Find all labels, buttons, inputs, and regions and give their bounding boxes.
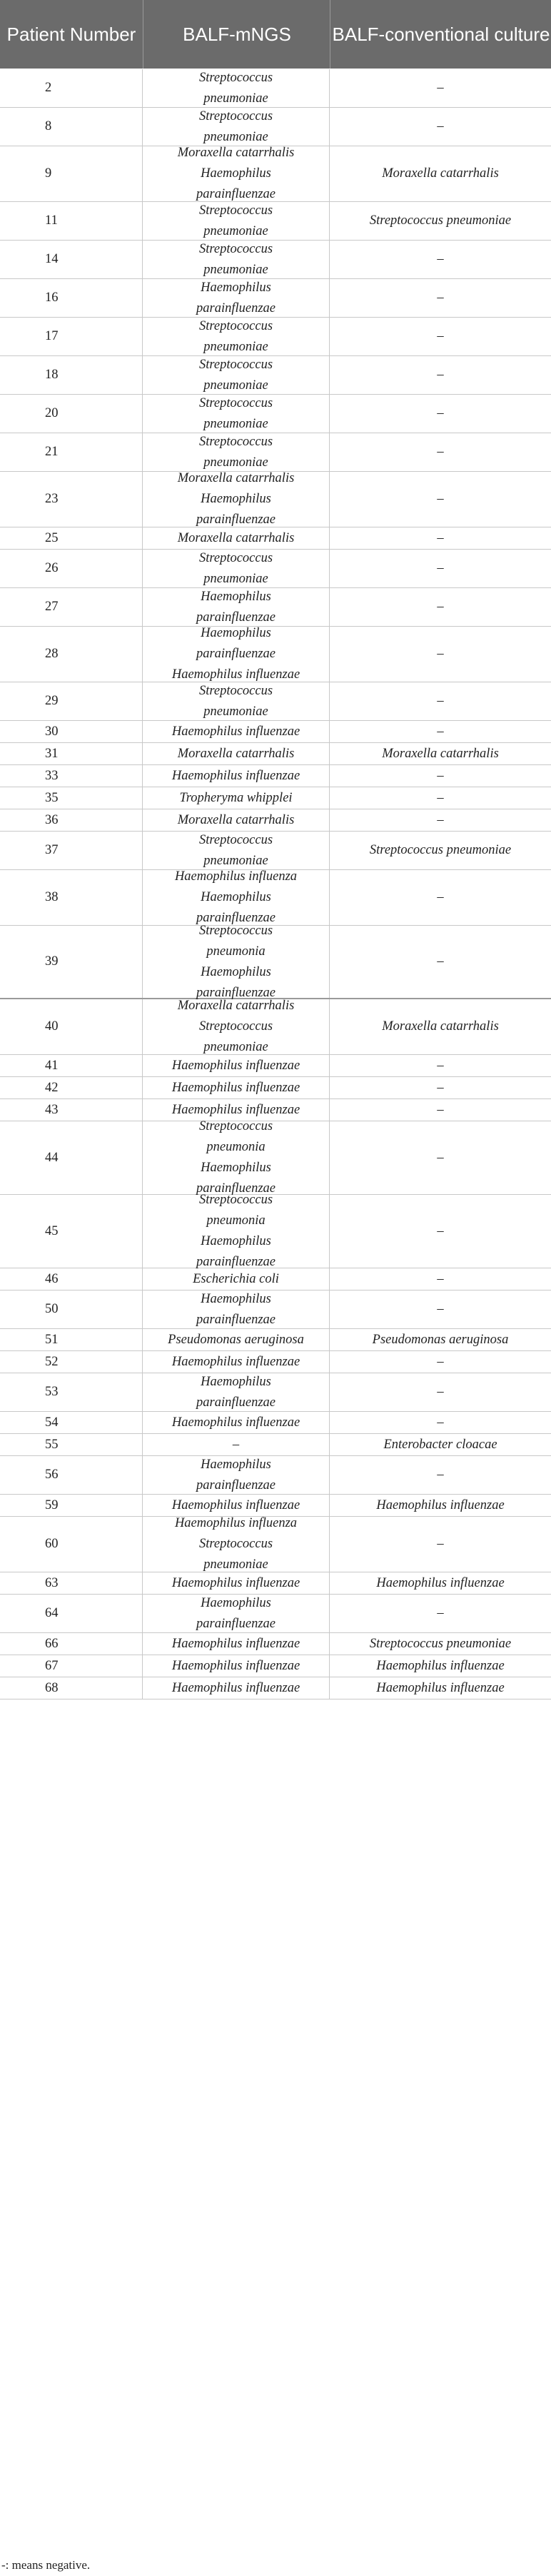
culture-result-cell: – — [437, 492, 444, 506]
mngs-result-cell: Haemophilus parainfluenzae Haemophilus influenzae — [143, 627, 330, 682]
table-row — [0, 318, 551, 356]
table-row — [0, 1055, 551, 1077]
culture-result-cell: – — [437, 530, 444, 545]
table-row — [0, 627, 551, 682]
culture-result-cell: Streptococcus pneumoniae — [369, 843, 512, 857]
culture-result-cell: – — [437, 600, 444, 614]
table-row — [0, 743, 551, 765]
mngs-result-cell: Haemophilus influenzae — [143, 1077, 330, 1098]
header-balf-culture: BALF-conventional culture — [330, 0, 551, 69]
table-row — [0, 870, 551, 926]
patient-number-cell: 26 — [0, 550, 143, 587]
table-row — [0, 1633, 551, 1655]
culture-result-cell: Haemophilus influenzae — [376, 1575, 505, 1590]
patient-number-cell: 63 — [0, 1572, 143, 1594]
table-row — [0, 1517, 551, 1572]
table-row — [0, 1351, 551, 1373]
table-row — [0, 108, 551, 146]
culture-result-cell: Haemophilus influenzae — [376, 1680, 505, 1695]
mngs-result-cell: Haemophilus parainfluenzae — [143, 1456, 330, 1494]
patient-number-cell: 8 — [0, 108, 143, 146]
culture-result-cell: – — [437, 768, 444, 783]
culture-result-cell: Haemophilus influenzae — [376, 1497, 505, 1512]
table-row — [0, 433, 551, 472]
patient-number-cell: 44 — [0, 1121, 143, 1194]
patient-number-cell: 53 — [0, 1373, 143, 1411]
mngs-result-cell: Haemophilus influenzae — [143, 1655, 330, 1677]
footnote: -: means negative. — [1, 2558, 91, 2572]
table-row — [0, 1655, 551, 1677]
table-row — [0, 1434, 551, 1456]
patient-number-cell: 56 — [0, 1456, 143, 1494]
table-row — [0, 1099, 551, 1121]
culture-result-cell: – — [437, 81, 444, 95]
table-row — [0, 550, 551, 588]
culture-result-cell: – — [437, 1468, 444, 1482]
header-patient-number: Patient Number — [6, 24, 136, 45]
patient-number-cell: 37 — [0, 832, 143, 869]
patient-number-cell: 16 — [0, 279, 143, 317]
mngs-result-cell: Moraxella catarrhalis Haemophilus parainfluenzae — [143, 472, 330, 527]
culture-result-cell: – — [437, 1354, 444, 1369]
culture-result-cell: Streptococcus pneumoniae — [369, 213, 512, 228]
mngs-result-cell: Haemophilus influenzae — [143, 1055, 330, 1076]
patient-number-cell: 33 — [0, 765, 143, 787]
patient-number-cell: 45 — [0, 1195, 143, 1268]
culture-result-cell: – — [437, 1102, 444, 1117]
culture-result-cell: – — [437, 368, 444, 382]
mngs-result-cell: Streptococcus pneumoniae — [143, 318, 330, 355]
mngs-result-cell: Streptococcus pneumoniae — [143, 682, 330, 720]
patient-number-cell: 39 — [0, 926, 143, 998]
patient-number-cell: 60 — [0, 1517, 143, 1572]
culture-result-cell: – — [437, 1223, 444, 1238]
table-row — [0, 69, 551, 108]
mngs-result-cell: Streptococcus pneumonia Haemophilus parainfluenzae — [143, 926, 330, 998]
table-row — [0, 765, 551, 787]
patient-number-cell: 30 — [0, 721, 143, 742]
culture-result-cell: – — [437, 647, 444, 661]
mngs-result-cell: Haemophilus influenzae — [143, 1351, 330, 1373]
culture-result-cell: Moraxella catarrhalis — [382, 746, 499, 761]
table-row — [0, 1572, 551, 1595]
table-row — [0, 1290, 551, 1329]
mngs-result-cell: Haemophilus influenzae — [143, 765, 330, 787]
table-row — [0, 1077, 551, 1099]
patient-number-cell: 54 — [0, 1412, 143, 1433]
patient-number-cell: 41 — [0, 1055, 143, 1076]
mngs-result-cell: Haemophilus influenzae — [143, 1572, 330, 1594]
mngs-result-cell: Haemophilus influenza Haemophilus parainfluenzae — [143, 870, 330, 925]
culture-result-cell: Haemophilus influenzae — [376, 1658, 505, 1673]
patient-number-cell: 42 — [0, 1077, 143, 1098]
patient-number-cell: 38 — [0, 870, 143, 925]
culture-result-cell: – — [437, 1415, 444, 1430]
mngs-result-cell: Moraxella catarrhalis — [143, 743, 330, 764]
patient-number-cell: 28 — [0, 627, 143, 682]
patient-number-cell: 14 — [0, 241, 143, 278]
culture-result-cell: – — [437, 1058, 444, 1073]
patient-number-cell: 2 — [0, 69, 143, 107]
culture-result-cell: – — [437, 1150, 444, 1165]
patient-number-cell: 23 — [0, 472, 143, 527]
table-row — [0, 721, 551, 743]
patient-number-cell: 67 — [0, 1655, 143, 1677]
patient-number-cell: 43 — [0, 1099, 143, 1121]
table-row — [0, 241, 551, 279]
table-row — [0, 1595, 551, 1633]
table-header — [0, 0, 551, 69]
mngs-result-cell: Streptococcus pneumoniae — [143, 832, 330, 869]
mngs-result-cell: Haemophilus influenza Streptococcus pneumoniae — [143, 1517, 330, 1572]
patient-number-cell: 68 — [0, 1677, 143, 1699]
table-row — [0, 472, 551, 527]
culture-result-cell: – — [437, 694, 444, 708]
table-row — [0, 682, 551, 721]
mngs-result-cell: Streptococcus pneumoniae — [143, 550, 330, 587]
table-row — [0, 809, 551, 832]
patient-number-cell: 9 — [0, 146, 143, 201]
mngs-result-cell: Haemophilus parainfluenzae — [143, 588, 330, 626]
patient-number-cell: 35 — [0, 787, 143, 809]
table-row — [0, 787, 551, 809]
culture-result-cell: – — [437, 890, 444, 904]
table-row — [0, 1329, 551, 1351]
table-row — [0, 279, 551, 318]
mngs-result-cell: – — [143, 1434, 330, 1455]
mngs-result-cell: Moraxella catarrhalis Haemophilus parainfluenzae — [143, 146, 330, 201]
table-row — [0, 1268, 551, 1290]
patient-number-cell: 29 — [0, 682, 143, 720]
table-row — [0, 1677, 551, 1699]
patient-number-cell: 59 — [0, 1495, 143, 1516]
mngs-result-cell: Haemophilus influenzae — [143, 1633, 330, 1655]
mngs-result-cell: Streptococcus pneumoniae — [143, 241, 330, 278]
culture-result-cell: – — [437, 790, 444, 805]
culture-result-cell: Moraxella catarrhalis — [382, 1019, 499, 1034]
patient-number-cell: 52 — [0, 1351, 143, 1373]
culture-result-cell: Streptococcus pneumoniae — [369, 1636, 512, 1651]
patient-number-cell: 64 — [0, 1595, 143, 1632]
mngs-result-cell: Haemophilus parainfluenzae — [143, 1595, 330, 1632]
patient-number-cell: 51 — [0, 1329, 143, 1350]
culture-result-cell: – — [437, 329, 444, 343]
mngs-result-cell: Streptococcus pneumonia Haemophilus parainfluenzae — [143, 1195, 330, 1268]
patient-number-cell: 27 — [0, 588, 143, 626]
mngs-result-cell: Streptococcus pneumoniae — [143, 202, 330, 240]
mngs-result-cell: Moraxella catarrhalis — [143, 809, 330, 831]
patient-number-cell: 55 — [0, 1434, 143, 1455]
mngs-result-cell: Streptococcus pneumoniae — [143, 108, 330, 146]
mngs-result-cell: Haemophilus parainfluenzae — [143, 1373, 330, 1411]
culture-result-cell: – — [437, 1606, 444, 1620]
mngs-result-cell: Haemophilus influenzae — [143, 721, 330, 742]
culture-result-cell: – — [437, 812, 444, 827]
table-row — [0, 356, 551, 395]
patient-number-cell: 25 — [0, 527, 143, 549]
mngs-result-cell: Streptococcus pneumoniae — [143, 395, 330, 433]
table-row — [0, 1121, 551, 1195]
mngs-result-cell: Haemophilus influenzae — [143, 1495, 330, 1516]
mngs-result-cell: Pseudomonas aeruginosa — [143, 1329, 330, 1350]
table-row — [0, 146, 551, 202]
table-row — [0, 527, 551, 550]
table-row — [0, 923, 551, 1000]
table-row — [0, 999, 551, 1055]
patient-number-cell: 31 — [0, 743, 143, 764]
patient-number-cell: 21 — [0, 433, 143, 471]
mngs-result-cell: Escherichia coli — [143, 1268, 330, 1290]
culture-result-cell: – — [437, 1302, 444, 1316]
culture-result-cell: – — [437, 1537, 444, 1551]
culture-result-cell: – — [437, 561, 444, 575]
table-row — [0, 1373, 551, 1412]
mngs-result-cell: Streptococcus pneumoniae — [143, 356, 330, 394]
mngs-result-cell: Tropheryma whipplei — [143, 787, 330, 809]
culture-result-cell: – — [437, 724, 444, 739]
table-row — [0, 1195, 551, 1268]
patient-number-cell: 36 — [0, 809, 143, 831]
mngs-result-cell: Haemophilus influenzae — [143, 1099, 330, 1121]
culture-result-cell: – — [437, 1271, 444, 1286]
culture-result-cell: – — [437, 119, 444, 133]
mngs-result-cell: Streptococcus pneumonia Haemophilus parainfluenzae — [143, 1121, 330, 1194]
mngs-result-cell: Haemophilus influenzae — [143, 1677, 330, 1699]
culture-result-cell: – — [437, 406, 444, 420]
header-balf-mngs: BALF-mNGS — [143, 0, 330, 69]
culture-result-cell: – — [437, 252, 444, 266]
patient-number-cell: 17 — [0, 318, 143, 355]
table-row — [0, 832, 551, 870]
patient-number-cell: 40 — [0, 999, 143, 1054]
culture-result-cell: – — [437, 1385, 444, 1399]
culture-result-cell: Moraxella catarrhalis — [382, 166, 499, 181]
mngs-result-cell: Haemophilus influenzae — [143, 1412, 330, 1433]
mngs-result-cell: Haemophilus parainfluenzae — [143, 279, 330, 317]
culture-result-cell: Pseudomonas aeruginosa — [372, 1332, 509, 1347]
mngs-result-cell: Haemophilus parainfluenzae — [143, 1290, 330, 1328]
patient-number-cell: 11 — [0, 202, 143, 240]
patient-number-cell: 18 — [0, 356, 143, 394]
mngs-result-cell: Streptococcus pneumoniae — [143, 433, 330, 471]
patient-number-cell: 20 — [0, 395, 143, 433]
patient-number-cell: 46 — [0, 1268, 143, 1290]
mngs-result-cell: Moraxella catarrhalis Streptococcus pneumoniae — [143, 999, 330, 1054]
table-row — [0, 1412, 551, 1434]
mngs-result-cell: Streptococcus pneumoniae — [143, 69, 330, 107]
table-row — [0, 395, 551, 433]
table-row — [0, 1456, 551, 1495]
culture-result-cell: – — [437, 1080, 444, 1095]
patient-number-cell: 66 — [0, 1633, 143, 1655]
table-row — [0, 588, 551, 627]
culture-result-cell: – — [437, 445, 444, 459]
culture-result-cell: – — [437, 291, 444, 305]
culture-result-cell: Enterobacter cloacae — [383, 1437, 497, 1452]
table-row — [0, 202, 551, 241]
patient-number-cell: 50 — [0, 1290, 143, 1328]
mngs-result-cell: Moraxella catarrhalis — [143, 527, 330, 549]
culture-result-cell: – — [437, 954, 444, 969]
